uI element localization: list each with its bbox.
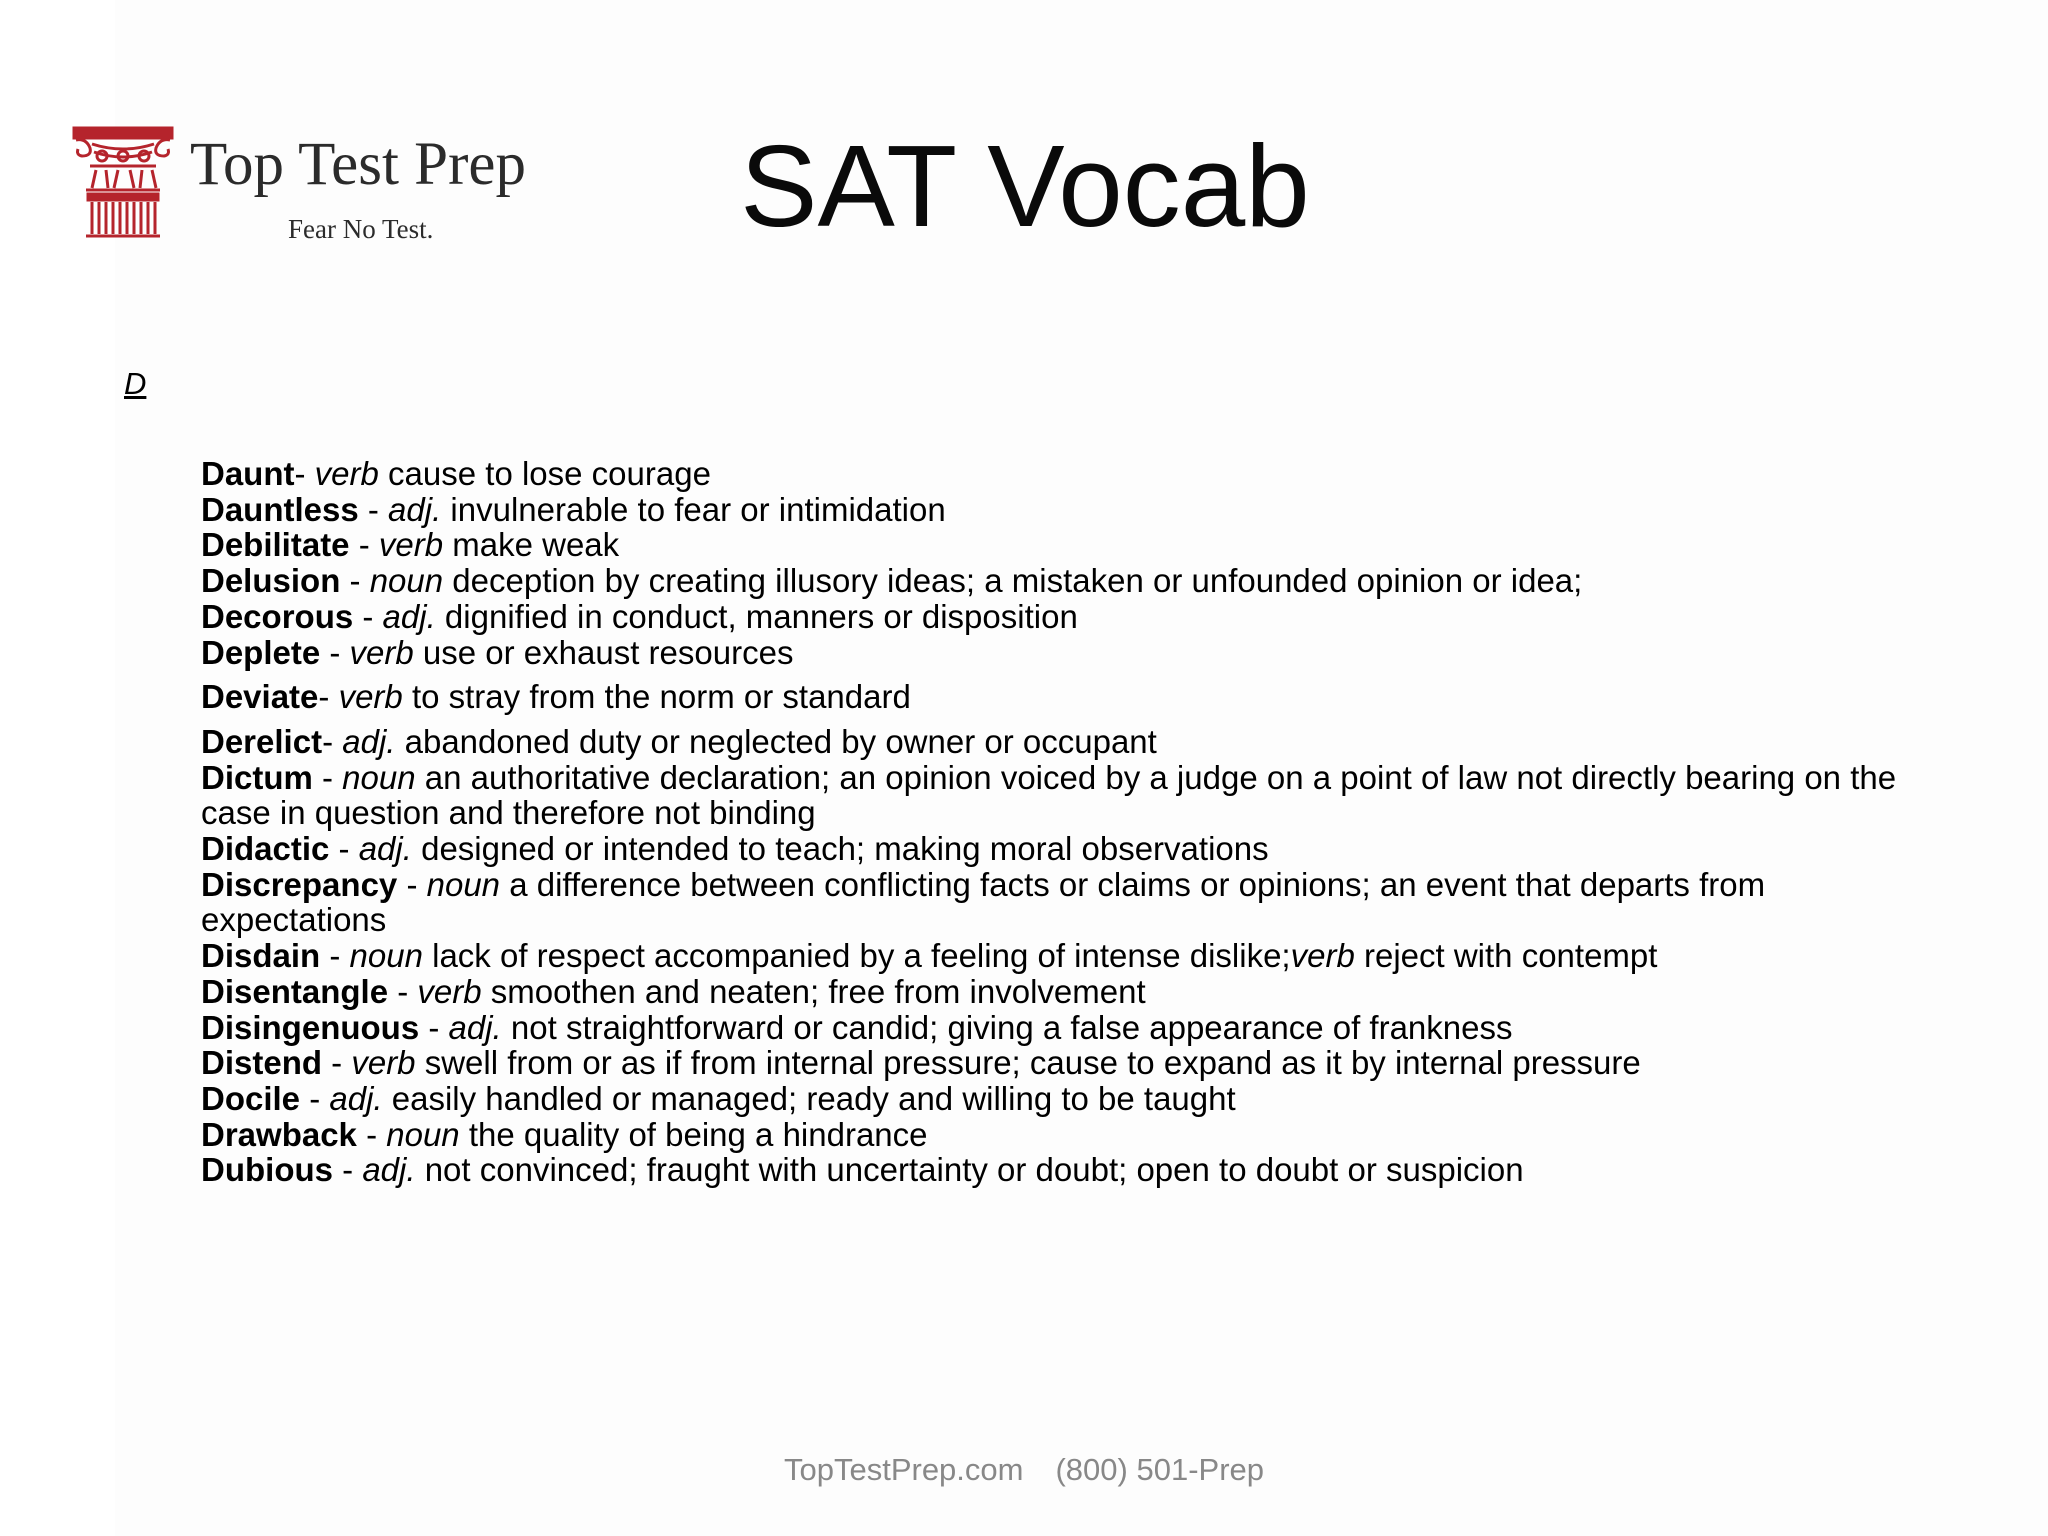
vocab-definition: swell from or as if from internal pressure; cause to expand as it by internal pressure — [415, 1044, 1641, 1082]
vocab-entry — [201, 724, 1941, 760]
part-of-speech: noun — [342, 758, 416, 796]
vocab-definition: cause to lose courage — [378, 455, 711, 492]
vocab-term: Dubious — [201, 1151, 333, 1189]
vocab-definition: reject with contempt — [1354, 937, 1658, 975]
vocab-entry — [201, 1152, 1941, 1188]
term-separator: - — [322, 722, 343, 760]
vocab-term: Dauntless — [201, 490, 359, 528]
vocab-entry — [201, 831, 1941, 867]
vocab-definition: lack of respect accompanied by a feeling of intense dislike; — [422, 937, 1291, 975]
vocab-term: Debilitate — [201, 526, 350, 564]
vocab-definition: use or exhaust resources — [413, 633, 794, 671]
vocab-entry — [201, 456, 1941, 492]
vocab-definition: make weak — [443, 526, 620, 564]
vocab-entry — [201, 679, 1941, 715]
part-of-speech: adj. — [329, 1079, 383, 1117]
vocab-definition: designed or intended to teach; making moral observations — [411, 830, 1269, 868]
vocab-entry — [201, 1010, 1941, 1046]
vocab-definition: easily handled or managed; ready and willing to be taught — [382, 1079, 1236, 1117]
brand-tagline: Fear No Test. — [288, 214, 434, 244]
part-of-speech: noun — [386, 1115, 460, 1153]
term-separator: - — [312, 758, 343, 796]
vocab-term: Delusion — [201, 562, 341, 600]
term-separator: - — [388, 972, 418, 1010]
vocab-term: Discrepancy — [201, 865, 398, 903]
vocab-term: Disingenuous — [201, 1008, 420, 1046]
term-separator: - — [356, 1115, 387, 1153]
vocab-term: Daunt — [201, 455, 295, 492]
part-of-speech: adj. — [362, 1151, 416, 1189]
part-of-speech: adj. — [382, 597, 436, 635]
vocab-term: Disdain — [201, 937, 321, 975]
vocab-definition: smoothen and neaten; free from involvement — [481, 972, 1146, 1010]
vocab-entry — [201, 492, 1941, 528]
section-letter: D — [124, 366, 147, 401]
vocab-definition: not convinced; fraught with uncertainty or doubt; open to doubt or suspicion — [415, 1151, 1524, 1189]
term-separator: - — [294, 455, 315, 492]
term-separator: - — [332, 1151, 363, 1189]
vocab-entry — [201, 974, 1941, 1010]
vocab-entry — [201, 867, 1941, 938]
brand-logo — [72, 126, 552, 256]
vocab-entry — [201, 1081, 1941, 1117]
vocab-term: Deplete — [201, 633, 321, 671]
vocab-term: Dictum — [201, 758, 313, 796]
vocab-entry — [201, 599, 1941, 635]
term-separator: - — [340, 562, 370, 600]
vocab-definition: to stray from the norm or standard — [402, 678, 911, 716]
vocab-term: Derelict — [201, 722, 323, 760]
term-separator: - — [300, 1079, 330, 1117]
part-of-speech: adj. — [358, 830, 412, 868]
vocab-entry — [201, 563, 1941, 599]
term-separator: - — [320, 937, 350, 975]
part-of-speech: adj. — [342, 722, 396, 760]
term-separator: - — [318, 678, 339, 716]
term-separator: - — [320, 633, 350, 671]
greek-column-icon — [72, 126, 174, 238]
vocab-term: Didactic — [201, 830, 330, 868]
part-of-speech: verb — [314, 455, 379, 492]
page-title: SAT Vocab — [740, 121, 1310, 251]
part-of-speech: noun — [426, 865, 501, 903]
vocab-definition: deception by creating illusory ideas; a mistaken or unfounded opinion or idea; — [443, 562, 1583, 600]
part-of-speech: verb — [1290, 937, 1355, 975]
vocab-definition: an authoritative declaration; an opinion voiced by a judge on a point of law not directly bearing on the case in question and therefore not binding — [201, 758, 1897, 832]
vocab-term: Distend — [201, 1044, 323, 1082]
part-of-speech: noun — [349, 937, 423, 975]
footer-website: TopTestPrep.com — [783, 1452, 1024, 1487]
part-of-speech: verb — [338, 678, 403, 716]
part-of-speech: verb — [378, 526, 444, 564]
vocab-term: Decorous — [201, 597, 354, 635]
term-separator: - — [329, 830, 359, 868]
vocab-definition: not straightforward or candid; giving a false appearance of frankness — [501, 1008, 1513, 1046]
part-of-speech: adj. — [388, 490, 442, 528]
vocab-list — [201, 456, 1941, 1188]
term-separator: - — [322, 1044, 352, 1082]
vocab-definition: dignified in conduct, manners or disposition — [435, 597, 1078, 635]
page-footer — [0, 1454, 2048, 1485]
footer-phone: (800) 501-Prep — [1055, 1452, 1264, 1487]
vocab-term: Drawback — [201, 1115, 357, 1153]
vocab-entry — [201, 1045, 1941, 1081]
brand-name: Top Test Prep — [190, 131, 526, 198]
vocab-definition: the quality of being a hindrance — [459, 1115, 928, 1153]
vocab-entry — [201, 527, 1941, 563]
vocab-term: Deviate — [201, 678, 319, 716]
vocab-definition: a difference between conflicting facts or claims or opinions; an event that departs from expectations — [201, 865, 1766, 939]
vocab-entry — [201, 1117, 1941, 1153]
term-separator: - — [349, 526, 379, 564]
term-separator: - — [358, 490, 389, 528]
part-of-speech: noun — [369, 562, 444, 600]
part-of-speech: verb — [417, 972, 482, 1010]
term-separator: - — [397, 865, 427, 903]
vocab-term: Docile — [201, 1079, 301, 1117]
vocab-entry — [201, 760, 1941, 831]
part-of-speech: verb — [349, 633, 414, 671]
vocab-entry — [201, 938, 1941, 974]
vocab-entry — [201, 635, 1941, 671]
part-of-speech: adj. — [448, 1008, 502, 1046]
vocab-definition: abandoned duty or neglected by owner or occupant — [395, 722, 1157, 760]
term-separator: - — [353, 597, 383, 635]
vocab-term: Disentangle — [201, 972, 389, 1010]
vocab-definition: invulnerable to fear or intimidation — [441, 490, 946, 528]
part-of-speech: verb — [351, 1044, 416, 1082]
term-separator: - — [419, 1008, 449, 1046]
